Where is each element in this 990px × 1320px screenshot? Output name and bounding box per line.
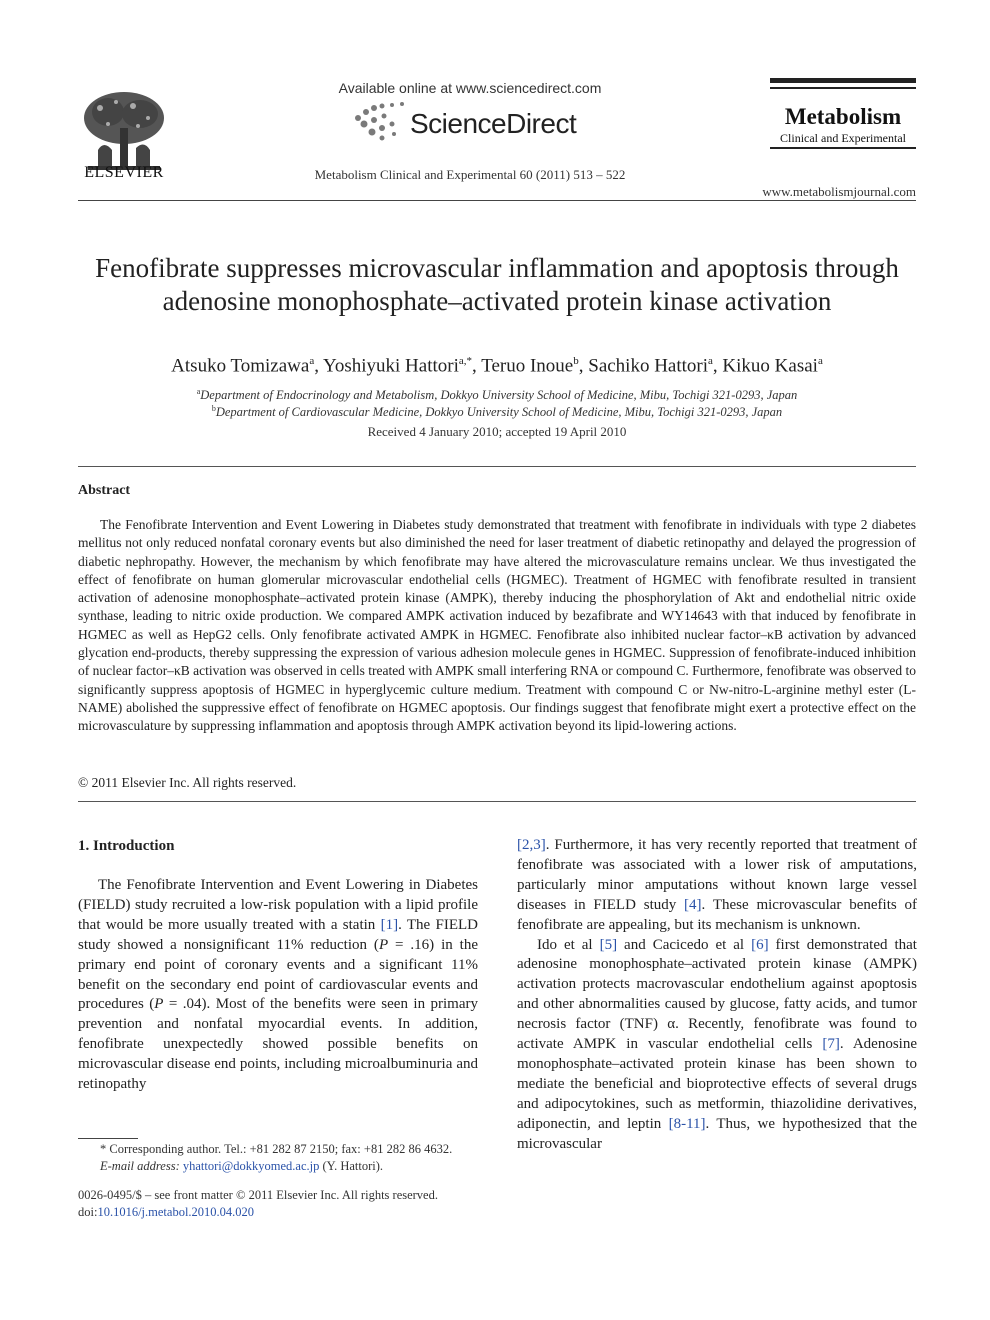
author-separator: , [712,355,723,377]
text-run: first demonstrated that adenosine monophosphate–activated protein kinase (AMPK) activation protects macrovascular endothelium against apoptosis and other abnormalities caused by glucose, fatty acids, and tumor necrosis factor (TNF) α. Recently, fenofibrate was found to activate AMPK in vascular endothelial cells [517,936,917,1053]
author-affiliation-mark: a,* [458,355,473,367]
text-run: and Cacicedo et al [617,936,752,953]
article-title: Fenofibrate suppresses microvascular inflammation and apoptosis through adenosine monophosphate–activated protein kinase activation [95,253,899,316]
sciencedirect-wordmark: ScienceDirect [410,108,577,139]
text-run: . Adenosine monophosphate–activated protein kinase has been shown to mediate the beneficial and bioprotective effects of several drugs and adipocytokines, such as metformin, thiazolidine derivatives, adiponectin, and leptin [517,1036,918,1132]
paragraph [78,876,478,1095]
email-suffix: (Y. Hattori). [319,1159,384,1173]
abstract-top-divider [78,466,916,467]
citation-link[interactable]: [2,3] [517,837,546,853]
author-name: Atsuko Tomizawa [171,355,310,377]
citation-link[interactable]: [6] [751,936,769,953]
section-heading: 1. Introduction [78,838,175,854]
author-separator: , [578,355,589,377]
citation-link[interactable]: [7] [822,1036,840,1053]
author-name: Kikuo Kasai [722,355,818,377]
text-run: . Furthermore, it has very recently reported that treatment of fenofibrate was associated with a lower risk of amputations, particularly minor amputations without known large vessel diseases in FIELD study [517,837,917,913]
journal-name: Metabolism [784,104,902,129]
italic-text: P [154,996,164,1013]
abstract-bottom-divider [78,801,916,802]
publisher-name: ELSEVIER [84,164,164,181]
citation-link[interactable]: [8-11] [668,1115,706,1132]
text-run: . Thus, we hypothesized that the microvascular [517,1115,917,1152]
affiliation-b [78,404,916,420]
footnote-divider [78,1138,138,1139]
affiliation-mark: a [196,387,201,396]
journal-logo-rule [770,87,916,89]
text-run: = .04). Most of the benefits were seen in primary prevention and nonfatal myocardial events. In addition, fenofibrate unexpectedly showed possible benefits on microvascular disease end points, including microalbuminuria and retinopathy [78,996,478,1093]
email-link[interactable]: yhattori@dokkyomed.ac.jp [182,1159,320,1173]
affiliation-text: Department of Cardiovascular Medicine, Dokkyo University School of Medicine, Mibu, Tochigi 321-0293, Japan [215,405,783,420]
text-run: = .16) in the primary end point of coronary events and a significant 11% benefit on the secondary end point of cardiovascular events and procedures ( [78,936,479,1013]
text-run: . The FIELD study showed a nonsignificant 11% reduction ( [78,916,478,953]
author-affiliation-mark: a [817,355,823,367]
abstract-heading: Abstract [78,483,131,498]
header-divider [78,200,916,201]
right-column [517,836,917,1155]
copyright-line: © 2011 Elsevier Inc. All rights reserved. [78,775,297,790]
text-run: The Fenofibrate Intervention and Event Lowering in Diabetes (FIELD) study recruited a low-risk population with a lipid profile that would be more usually treated with a statin [78,877,478,933]
email-label: E-mail address: [100,1159,180,1173]
journal-citation: Metabolism Clinical and Experimental 60 (2011) 513 – 522 [314,167,626,182]
doi-link[interactable]: 10.1016/j.metabol.2010.04.020 [97,1205,255,1219]
author-name: Teruo Inoue [481,355,574,377]
author-name: Yoshiyuki Hattori [323,355,459,377]
citation-link[interactable]: [4] [684,896,702,913]
citation-link[interactable]: [5] [599,936,618,953]
text-run: Ido et al [537,936,600,953]
doi-prefix: doi: [78,1205,98,1219]
paragraph [517,936,917,1155]
journal-logo-rule [770,78,916,83]
available-online-text: Available online at www.sciencedirect.com [338,80,602,96]
doi-line [78,1205,254,1220]
italic-text: P [378,936,389,953]
paragraph [517,836,917,936]
author-separator: , [314,355,324,377]
author-separator: , [472,355,482,377]
author-affiliation-mark: a [708,355,713,367]
affiliation-text: Department of Endocrinology and Metabolism, Dokkyo University School of Medicine, Mibu, Tochigi 321-0293, Japan [200,388,798,403]
author-list [78,355,916,377]
left-column [78,876,478,1095]
author-name: Sachiko Hattori [588,355,709,377]
affiliation-a [78,387,916,403]
journal-url[interactable]: www.metabolismjournal.com [762,184,916,199]
email-note [78,1159,478,1174]
journal-subtitle: Clinical and Experimental [780,131,906,145]
journal-logo-rule [770,147,916,149]
affiliation-mark: b [211,404,216,413]
author-affiliation-mark: b [573,355,579,367]
text-run: . These microvascular benefits of fenofibrate are appealing, but its mechanism is unknown. [517,896,917,933]
received-dates: Received 4 January 2010; accepted 19 April 2010 [367,424,627,439]
author-affiliation-mark: a [309,355,315,367]
corresponding-author-note: * Corresponding author. Tel.: +81 282 87 2150; fax: +81 282 86 4632. [100,1142,453,1156]
citation-link[interactable]: [1] [380,916,399,933]
abstract-text: The Fenofibrate Intervention and Event Lowering in Diabetes study demonstrated that treatment with fenofibrate in individuals with type 2 diabetes mellitus not only reduced nonfatal coronary events but also diminished the need for laser treatment of diabetic retinopathy and delayed the progression of diabetic nephropathy. However, the mechanism by which fenofibrate may have altered the microvasculature remains unclear. We thus investigated the effect of fenofibrate on human glomerular microvascular endothelial cells (HGMEC). Treatment of HGMEC with fenofibrate resulted in transient activation of adenosine monophosphate–activated protein kinase (AMPK), thereby inducing the phosphorylation of Akt and endothelial nitric oxide synthase, leading to nitric oxide production. We compared AMPK activation induced by bezafibrate and WY14643 with that induced by fenofibrate in HGMEC as well as HepG2 cells. Only fenofibrate activated AMPK in HGMEC. Fenofibrate also inhibited nuclear factor–κB activation by advanced glycation end-products, thereby suppressing the expression of various adhesion molecule genes in HGMEC. Suppression of fenofibrate-induced inhibition of nuclear factor–κB activation was observed in cells treated with AMPK small interfering RNA or compound C. Furthermore, fenofibrate was observed to significantly suppress apoptosis of HGMEC in hyperglycemic culture medium. Treatment with compound C or Nw-nitro-L-arginine methyl ester (L-NAME) abolished the suppressive effect of fenofibrate on HGMEC apoptosis. Our findings suggest that fenofibrate might exert a protective effect on the microvasculature by suppressing inflammation and apoptosis through AMPK activation beyond its lipid-lowering actions. [78,517,916,734]
front-matter-line: 0026-0495/$ – see front matter © 2011 Elsevier Inc. All rights reserved. [78,1188,438,1202]
